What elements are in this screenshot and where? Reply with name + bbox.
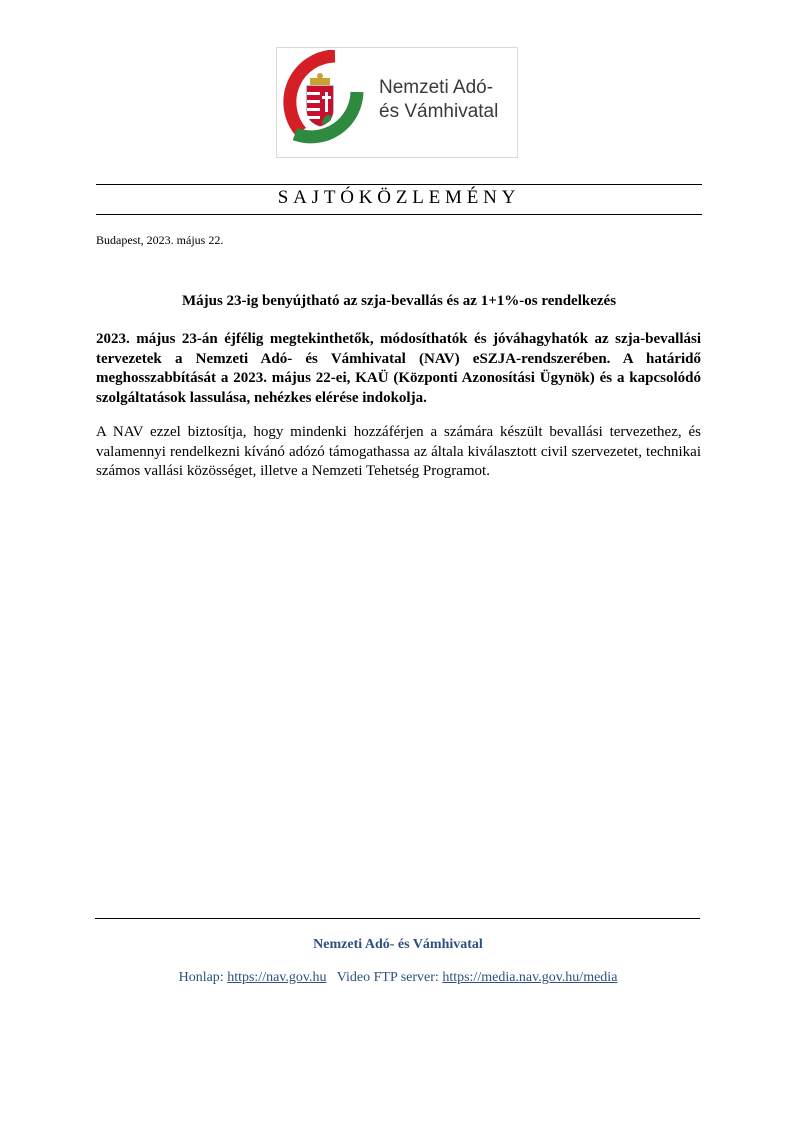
logo-text [379,76,498,124]
lead-paragraph: 2023. május 23-án éjfélig megtekinthetők, módosíthatók és jóváhagyhatók az szja-bevallási tervezetek a Nemzeti Adó- és Vámhivatal (NAV) eSZJA-rendszerében. A határidő meghosszabbítását a 2023. május 22-ei, KAÜ (Központi Azonosítási Ügynök) és a kapcsolódó szolgáltatások lassulása, nehézkes elérése indokolja. [96,331,701,406]
footer-rule [95,918,700,919]
body-paragraph: A NAV ezzel biztosítja, hogy mindenki hozzáférjen a számára készült bevallási tervezethez, és valamennyi rendelkezni kívánó adózó támogathassa az általa kiválasztott civil szervezetet, technikai számos vallási közösséget, illetve a Nemzeti Tehetség Programot. [96,424,701,479]
logo-line-1: Nemzeti Adó- [379,77,494,98]
logo-line-2: és Vámhivatal [379,101,499,122]
page-heading: SAJTÓKÖZLEMÉNY [277,187,521,208]
footer-links [96,970,700,986]
press-release-title: Május 23-ig benyújtható az szja-bevallás és az 1+1%-os rendelkezés [181,293,617,309]
heading-bottom-rule [96,214,702,215]
homepage-link[interactable]: https://nav.gov.hu [227,970,327,985]
nav-emblem-icon [283,50,375,156]
ftp-label: Video FTP server: [336,970,439,985]
release-date: Budapest, 2023. május 22. [96,233,224,247]
ftp-link[interactable]: https://media.nav.gov.hu/media [442,970,618,985]
homepage-label: Honlap: [178,970,224,985]
footer-organization: Nemzeti Adó- és Vámhivatal [313,937,483,952]
nav-logo [276,47,518,158]
heading-top-rule [96,184,702,185]
